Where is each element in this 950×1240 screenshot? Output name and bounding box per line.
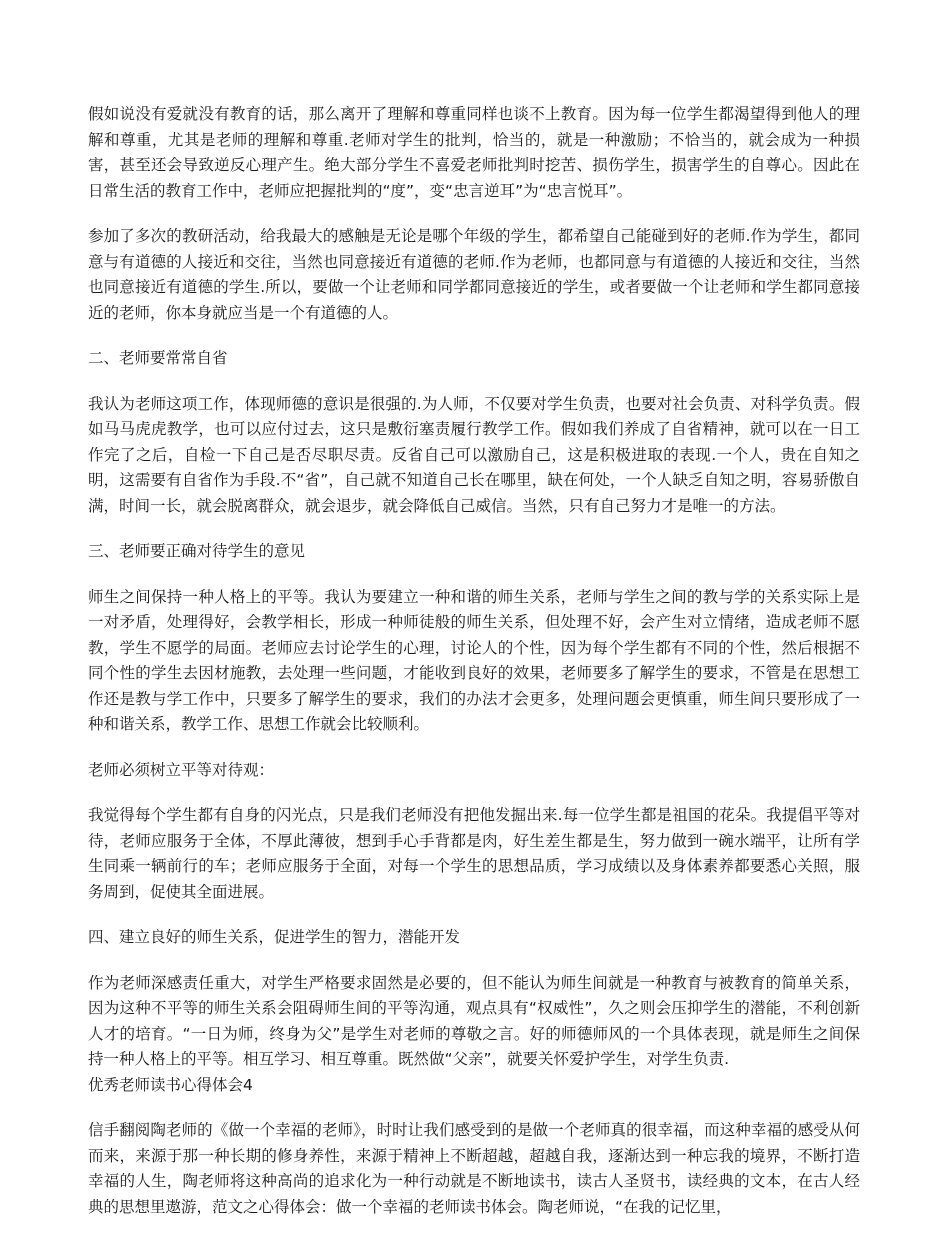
section-heading-4: 四、建立良好的师生关系，促进学生的智力，潜能开发: [88, 928, 461, 946]
sub-heading-equal-treatment: 老师必须树立平等对待观：: [88, 760, 275, 779]
section-heading-3: 三、老师要正确对待学生的意见: [88, 542, 306, 560]
document-body: [88, 102, 860, 1240]
article-title-4: 优秀老师读书心得体会4: [88, 1075, 253, 1094]
paragraph-responsibility: [88, 971, 860, 1099]
paragraph-respect: 假如说没有爱就没有教育的话，那么离开了理解和尊重同样也谈不上教育。因为每一位学生都渴望得到他人的理解和尊重，尤其是老师的理解和尊重.老师对学生的批判，恰当的，就是一种激励；不恰当的，就会成为一种损害，甚至还会导致逆反心理产生。绝大部分学生不喜爱老师批判时挖苦、损伤学生，损害学生的自尊心。因此在日常生活的教育工作中，老师应把握批判的“度”，变“忠言逆耳”为“忠言悦耳”。: [88, 105, 860, 200]
paragraph-happy-teacher: 信手翻阅陶老师的《做一个幸福的老师》，时时让我们感受到的是做一个老师真的很幸福，而这种幸福的感受从何而来，来源于那一种长期的修身养性，来源于精神上不断超越，超越自我，逐渐达到一种忘我的境界，不断打造幸福的人生，陶老师将这种高尚的追求化为一种行动就是不断地读书，读古人圣贤书，读经典的文本，在古人经典的思想里遨游，范文之心得体会：做一个幸福的老师读书体会。陶老师说，“在我的记忆里，: [88, 1121, 860, 1216]
section-heading-2: 二、老师要常常自省: [88, 349, 228, 367]
paragraph-shining-points: 我觉得每个学生都有自身的闪光点，只是我们老师没有把他发掘出来.每一位学生都是祖国的花朵。我提倡平等对待，老师应服务于全体，不厚此薄彼，想到手心手背都是肉，好生差生都是生，努力做到一碗水端平，让所有学生同乘一辆前行的车；老师应服务于全面，对每一个学生的思想品质，学习成绩以及身体素养都要悉心关照，服务周到，促使其全面进展。: [88, 806, 860, 901]
paragraph-equality: 师生之间保持一种人格上的平等。我认为要建立一种和谐的师生关系，老师与学生之间的教与学的关系实际上是一对矛盾，处理得好，会教学相长，形成一种师徒般的师生关系，但处理不好，会产生对立情绪，造成老师不愿教，学生不愿学的局面。老师应去讨论学生的心理，讨论人的个性，因为每个学生都有不同的个性，然后根据不同个性的学生去因材施教，去处理一些问题，才能收到良好的效果，老师要多了解学生的要求，不管是在思想工作还是教与学工作中，只要多了解学生的要求，我们的办法才会更多，处理问题会更慎重，师生间只要形成了一种和谐关系，教学工作、思想工作就会比较顺利。: [88, 587, 860, 733]
paragraph-self-reflection: 我认为老师这项工作，体现师德的意识是很强的.为人师，不仅要对学生负责，也要对社会负责、对科学负责。假如马马虎虎教学，也可以应付过去，这只是敷衍塞责履行教学工作。假如我们养成了自省精神，就可以在一日工作完了之后，自检一下自己是否尽职尽责。反省自己可以激励自己，这是积极进取的表现.一个人，贵在自知之明，这需要有自省作为手段.不“省”，自己就不知道自己长在哪里，缺在何处，一个人缺乏自知之明，容易骄傲自满，时间一长，就会脱离群众，就会退步，就会降低自己威信。当然，只有自己努力才是唯一的方法。: [88, 394, 860, 515]
paragraph-teaching-research: 参加了多次的教研活动，给我最大的感触是无论是哪个年级的学生，都希望自己能碰到好的老师.作为学生，都同意与有道德的人接近和交往，当然也同意接近有道德的老师.作为老师，也都同意与有道德的人接近和交往，当然也同意接近有道德的学生.所以，要做一个让老师和同学都同意接近的学生，或者要做一个让老师和学生都同意接近的老师，你本身就应当是一个有道德的人。: [88, 227, 860, 322]
paragraph-responsibility-text: 作为老师深感责任重大，对学生严格要求固然是必要的，但不能认为师生间就是一种教育与被教育的简单关系，因为这种不平等的师生关系会阻碍师生间的平等沟通，观点具有“权威性”，久之则会压抑学生的潜能，不利创新人才的培育。“一日为师，终身为父”是学生对老师的尊敬之言。好的师德师风的一个具体表现，就是师生之间保持一种人格上的平等。相互学习、相互尊重。既然做“父亲”，就要关怀爱护学生，对学生负责.: [88, 973, 860, 1068]
